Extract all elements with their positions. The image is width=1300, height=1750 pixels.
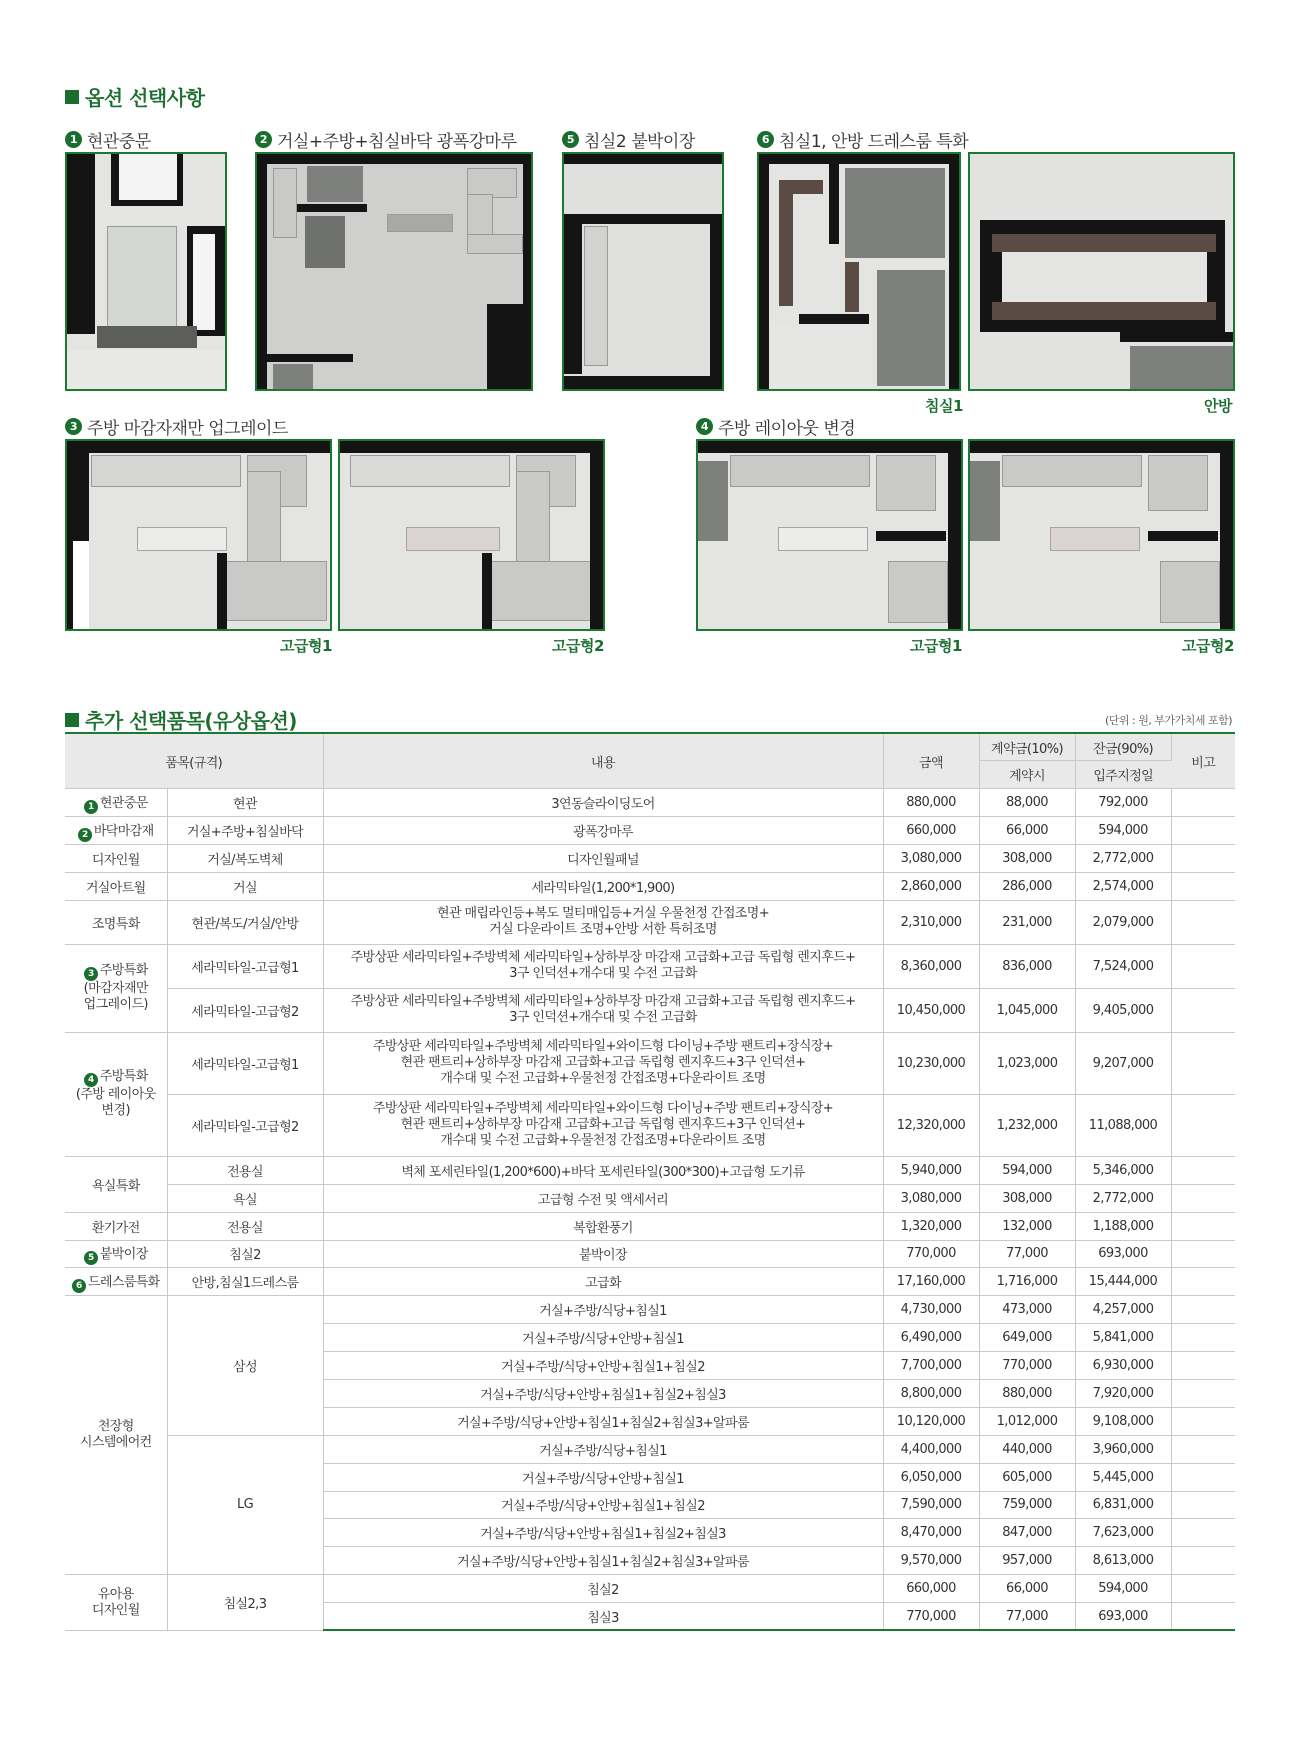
- label-kitchen3-grade1: 고급형1: [280, 637, 332, 655]
- content-cell: 고급형 수전 및 액세서리: [323, 1184, 883, 1212]
- section-title-paid-options: 추가 선택품목(유상옵션): [65, 705, 297, 734]
- balance-cell: 15,444,000: [1075, 1268, 1171, 1296]
- number-badge: 5: [84, 1251, 98, 1265]
- note-cell: [1171, 1240, 1235, 1268]
- spec-cell: 현관/복도/거실/안방: [167, 900, 323, 944]
- label-kitchen3-grade2: 고급형2: [552, 637, 604, 655]
- section-title-options: 옵션 선택사항: [65, 82, 204, 111]
- table-row: [65, 1212, 1235, 1240]
- amount-cell: 12,320,000: [883, 1094, 979, 1156]
- spec-cell: 거실+주방+침실바닥: [167, 817, 323, 845]
- header-note: 비고: [1171, 733, 1235, 789]
- content-cell: 거실+주방/식당+안방+침실1: [323, 1463, 883, 1491]
- label-kitchen4-grade2: 고급형2: [1182, 637, 1234, 655]
- content-cell: 거실+주방/식당+안방+침실1+침실2: [323, 1491, 883, 1519]
- balance-cell: 9,207,000: [1075, 1032, 1171, 1094]
- balance-cell: 792,000: [1075, 789, 1171, 817]
- balance-cell: 5,445,000: [1075, 1463, 1171, 1491]
- amount-cell: 7,590,000: [883, 1491, 979, 1519]
- table-row: [65, 1268, 1235, 1296]
- balance-cell: 693,000: [1075, 1603, 1171, 1631]
- options-table: [65, 732, 1235, 1631]
- deposit-cell: 440,000: [979, 1435, 1075, 1463]
- balance-cell: 693,000: [1075, 1240, 1171, 1268]
- note-cell: [1171, 988, 1235, 1032]
- amount-cell: 6,050,000: [883, 1463, 979, 1491]
- deposit-cell: 880,000: [979, 1379, 1075, 1407]
- note-cell: [1171, 1379, 1235, 1407]
- balance-cell: 9,405,000: [1075, 988, 1171, 1032]
- balance-cell: 594,000: [1075, 1575, 1171, 1603]
- deposit-cell: 836,000: [979, 944, 1075, 988]
- note-cell: [1171, 1407, 1235, 1435]
- content-cell: 주방상판 세라믹타일+주방벽체 세라믹타일+와이드형 다이닝+주방 팬트리+장식장+ 현관 팬트리+상하부장 마감재 고급화+고급 독립형 렌지후드+3구 인덕션+ 개수대 및 수전 고급화+우물천정 간접조명+다운라이트 조명: [323, 1032, 883, 1094]
- spec-cell: 세라믹타일-고급형2: [167, 1094, 323, 1156]
- content-cell: 거실+주방/식당+침실1: [323, 1296, 883, 1324]
- note-cell: [1171, 1094, 1235, 1156]
- deposit-cell: 66,000: [979, 817, 1075, 845]
- balance-cell: 2,079,000: [1075, 900, 1171, 944]
- deposit-cell: 308,000: [979, 1184, 1075, 1212]
- balance-cell: 9,108,000: [1075, 1407, 1171, 1435]
- header-deposit-sub: 계약시: [979, 761, 1075, 789]
- amount-cell: 1,320,000: [883, 1212, 979, 1240]
- square-icon: [65, 713, 79, 727]
- amount-cell: 660,000: [883, 1575, 979, 1603]
- square-icon: [65, 90, 79, 104]
- plan-floor: [255, 152, 533, 391]
- number-badge: 1: [65, 131, 82, 148]
- label-kitchen4-grade1: 고급형1: [910, 637, 962, 655]
- category-cell: 조명특화: [65, 900, 167, 944]
- amount-cell: 10,230,000: [883, 1032, 979, 1094]
- plan-dressroom-master: [968, 152, 1235, 391]
- amount-cell: 5,940,000: [883, 1156, 979, 1184]
- number-badge: 5: [562, 131, 579, 148]
- number-badge: 6: [757, 131, 774, 148]
- spec-cell: 삼성: [167, 1296, 323, 1435]
- number-badge: 4: [84, 1073, 98, 1087]
- balance-cell: 3,960,000: [1075, 1435, 1171, 1463]
- deposit-cell: 231,000: [979, 900, 1075, 944]
- spec-cell: LG: [167, 1435, 323, 1574]
- plan-entrance-door: [65, 152, 227, 391]
- note-cell: [1171, 1603, 1235, 1631]
- category-cell: 3 주방특화 (마감자재만 업그레이드): [65, 944, 167, 1032]
- deposit-cell: 1,012,000: [979, 1407, 1075, 1435]
- amount-cell: 2,860,000: [883, 872, 979, 900]
- balance-cell: 2,772,000: [1075, 845, 1171, 873]
- category-cell: 2 바닥마감재: [65, 817, 167, 845]
- category-cell: 천장형 시스템에어컨: [65, 1296, 167, 1575]
- amount-cell: 880,000: [883, 789, 979, 817]
- content-cell: 복합환풍기: [323, 1212, 883, 1240]
- content-cell: 거실+주방/식당+안방+침실1+침실2+침실3+알파룸: [323, 1547, 883, 1575]
- category-cell: 욕실특화: [65, 1156, 167, 1212]
- caption-kitchen-finish: 3 주방 마감자재만 업그레이드: [65, 414, 288, 439]
- note-cell: [1171, 1268, 1235, 1296]
- amount-cell: 4,400,000: [883, 1435, 979, 1463]
- header-content: 내용: [323, 733, 883, 789]
- content-cell: 거실+주방/식당+침실1: [323, 1435, 883, 1463]
- note-cell: [1171, 1324, 1235, 1352]
- number-badge: 3: [65, 418, 82, 435]
- deposit-cell: 88,000: [979, 789, 1075, 817]
- table-row: [65, 1575, 1235, 1603]
- amount-cell: 660,000: [883, 817, 979, 845]
- table-row: [65, 1184, 1235, 1212]
- table-row: [65, 900, 1235, 944]
- caption-entrance-door: 1 현관중문: [65, 127, 151, 152]
- deposit-cell: 308,000: [979, 845, 1075, 873]
- content-cell: 거실+주방/식당+안방+침실1+침실2+침실3+알파룸: [323, 1407, 883, 1435]
- balance-cell: 1,188,000: [1075, 1212, 1171, 1240]
- content-cell: 주방상판 세라믹타일+주방벽체 세라믹타일+상하부장 마감재 고급화+고급 독립형 렌지후드+ 3구 인덕션+개수대 및 수전 고급화: [323, 944, 883, 988]
- table-row: [65, 1156, 1235, 1184]
- deposit-cell: 66,000: [979, 1575, 1075, 1603]
- deposit-cell: 759,000: [979, 1491, 1075, 1519]
- spec-cell: 거실: [167, 872, 323, 900]
- balance-cell: 6,930,000: [1075, 1352, 1171, 1380]
- label-bedroom1: 침실1: [925, 397, 963, 415]
- note-cell: [1171, 1296, 1235, 1324]
- content-cell: 거실+주방/식당+안방+침실1+침실2+침실3: [323, 1379, 883, 1407]
- plan-kitchen-layout-1: [696, 439, 963, 631]
- number-badge: 4: [696, 418, 713, 435]
- deposit-cell: 594,000: [979, 1156, 1075, 1184]
- balance-cell: 7,623,000: [1075, 1519, 1171, 1547]
- content-cell: 붙박이장: [323, 1240, 883, 1268]
- spec-cell: 거실/복도벽체: [167, 845, 323, 873]
- note-cell: [1171, 1184, 1235, 1212]
- content-cell: 거실+주방/식당+안방+침실1+침실2+침실3: [323, 1519, 883, 1547]
- content-cell: 침실2: [323, 1575, 883, 1603]
- table-row: [65, 1435, 1235, 1463]
- caption-kitchen-layout: 4 주방 레이아웃 변경: [696, 414, 855, 439]
- amount-cell: 8,360,000: [883, 944, 979, 988]
- balance-cell: 4,257,000: [1075, 1296, 1171, 1324]
- table-row: [65, 1240, 1235, 1268]
- table-row: [65, 872, 1235, 900]
- unit-note: (단위 : 원, 부가가치세 포함): [1104, 714, 1232, 727]
- caption-dressroom: 6 침실1, 안방 드레스룸 특화: [757, 127, 968, 152]
- caption-wardrobe: 5 침실2 붙박이장: [562, 127, 695, 152]
- deposit-cell: 286,000: [979, 872, 1075, 900]
- table-row: [65, 1032, 1235, 1094]
- content-cell: 거실+주방/식당+안방+침실1: [323, 1324, 883, 1352]
- note-cell: [1171, 845, 1235, 873]
- table-row: [65, 944, 1235, 988]
- note-cell: [1171, 817, 1235, 845]
- content-cell: 디자인월패널: [323, 845, 883, 873]
- plan-dressroom-bedroom1: [757, 152, 961, 391]
- category-cell: 4 주방특화 (주방 레이아웃 변경): [65, 1032, 167, 1156]
- header-balance-sub: 입주지정일: [1075, 761, 1171, 789]
- plan-kitchen-layout-2: [968, 439, 1235, 631]
- note-cell: [1171, 1212, 1235, 1240]
- deposit-cell: 77,000: [979, 1603, 1075, 1631]
- content-cell: 3연동슬라이딩도어: [323, 789, 883, 817]
- note-cell: [1171, 1352, 1235, 1380]
- amount-cell: 6,490,000: [883, 1324, 979, 1352]
- number-badge: 3: [84, 967, 98, 981]
- category-cell: 환기가전: [65, 1212, 167, 1240]
- plan-wardrobe: [562, 152, 724, 391]
- amount-cell: 770,000: [883, 1240, 979, 1268]
- content-cell: 거실+주방/식당+안방+침실1+침실2: [323, 1352, 883, 1380]
- table-row: [65, 1296, 1235, 1324]
- category-cell: 유아용 디자인월: [65, 1575, 167, 1631]
- note-cell: [1171, 1032, 1235, 1094]
- header-deposit: 계약금(10%): [979, 733, 1075, 761]
- note-cell: [1171, 1435, 1235, 1463]
- content-cell: 벽체 포세린타일(1,200*600)+바닥 포세린타일(300*300)+고급형 도기류: [323, 1156, 883, 1184]
- spec-cell: 세라믹타일-고급형2: [167, 988, 323, 1032]
- amount-cell: 7,700,000: [883, 1352, 979, 1380]
- category-cell: 거실아트월: [65, 872, 167, 900]
- amount-cell: 3,080,000: [883, 1184, 979, 1212]
- balance-cell: 2,772,000: [1075, 1184, 1171, 1212]
- content-cell: 침실3: [323, 1603, 883, 1631]
- content-cell: 세라믹타일(1,200*1,900): [323, 872, 883, 900]
- content-cell: 현관 매립라인등+복도 멀티매입등+거실 우물천정 간접조명+ 거실 다운라이트 조명+안방 서한 특허조명: [323, 900, 883, 944]
- amount-cell: 8,800,000: [883, 1379, 979, 1407]
- amount-cell: 9,570,000: [883, 1547, 979, 1575]
- deposit-cell: 1,716,000: [979, 1268, 1075, 1296]
- amount-cell: 10,450,000: [883, 988, 979, 1032]
- deposit-cell: 847,000: [979, 1519, 1075, 1547]
- balance-cell: 5,346,000: [1075, 1156, 1171, 1184]
- note-cell: [1171, 1519, 1235, 1547]
- deposit-cell: 473,000: [979, 1296, 1075, 1324]
- table-row: [65, 1094, 1235, 1156]
- number-badge: 2: [255, 131, 272, 148]
- deposit-cell: 957,000: [979, 1547, 1075, 1575]
- note-cell: [1171, 1463, 1235, 1491]
- amount-cell: 3,080,000: [883, 845, 979, 873]
- amount-cell: 2,310,000: [883, 900, 979, 944]
- spec-cell: 전용실: [167, 1156, 323, 1184]
- content-cell: 주방상판 세라믹타일+주방벽체 세라믹타일+와이드형 다이닝+주방 팬트리+장식장+ 현관 팬트리+상하부장 마감재 고급화+고급 독립형 렌지후드+3구 인덕션+ 개수대 및 수전 고급화+우물천정 간접조명+다운라이트 조명: [323, 1094, 883, 1156]
- balance-cell: 11,088,000: [1075, 1094, 1171, 1156]
- spec-cell: 욕실: [167, 1184, 323, 1212]
- amount-cell: 770,000: [883, 1603, 979, 1631]
- table-row: [65, 789, 1235, 817]
- plan-kitchen-finish-2: [338, 439, 605, 631]
- amount-cell: 4,730,000: [883, 1296, 979, 1324]
- deposit-cell: 770,000: [979, 1352, 1075, 1380]
- balance-cell: 6,831,000: [1075, 1491, 1171, 1519]
- note-cell: [1171, 872, 1235, 900]
- number-badge: 6: [72, 1279, 86, 1293]
- deposit-cell: 1,045,000: [979, 988, 1075, 1032]
- spec-cell: 침실2: [167, 1240, 323, 1268]
- spec-cell: 세라믹타일-고급형1: [167, 944, 323, 988]
- note-cell: [1171, 944, 1235, 988]
- balance-cell: 594,000: [1075, 817, 1171, 845]
- spec-cell: 전용실: [167, 1212, 323, 1240]
- balance-cell: 7,524,000: [1075, 944, 1171, 988]
- note-cell: [1171, 789, 1235, 817]
- header-item: 품목(규격): [65, 733, 323, 789]
- note-cell: [1171, 1491, 1235, 1519]
- category-cell: 디자인월: [65, 845, 167, 873]
- spec-cell: 세라믹타일-고급형1: [167, 1032, 323, 1094]
- balance-cell: 8,613,000: [1075, 1547, 1171, 1575]
- amount-cell: 8,470,000: [883, 1519, 979, 1547]
- spec-cell: 침실2,3: [167, 1575, 323, 1631]
- deposit-cell: 1,023,000: [979, 1032, 1075, 1094]
- content-cell: 고급화: [323, 1268, 883, 1296]
- number-badge: 1: [84, 800, 98, 814]
- table-row: [65, 845, 1235, 873]
- balance-cell: 5,841,000: [1075, 1324, 1171, 1352]
- content-cell: 주방상판 세라믹타일+주방벽체 세라믹타일+상하부장 마감재 고급화+고급 독립형 렌지후드+ 3구 인덕션+개수대 및 수전 고급화: [323, 988, 883, 1032]
- spec-cell: 현관: [167, 789, 323, 817]
- deposit-cell: 605,000: [979, 1463, 1075, 1491]
- header-balance: 잔금(90%): [1075, 733, 1171, 761]
- number-badge: 2: [78, 828, 92, 842]
- category-cell: 6 드레스룸특화: [65, 1268, 167, 1296]
- table-row: [65, 817, 1235, 845]
- note-cell: [1171, 1575, 1235, 1603]
- category-cell: 1 현관중문: [65, 789, 167, 817]
- category-cell: 5 붙박이장: [65, 1240, 167, 1268]
- spec-cell: 안방,침실1드레스룸: [167, 1268, 323, 1296]
- deposit-cell: 649,000: [979, 1324, 1075, 1352]
- balance-cell: 2,574,000: [1075, 872, 1171, 900]
- plan-kitchen-finish-1: [65, 439, 332, 631]
- deposit-cell: 77,000: [979, 1240, 1075, 1268]
- table-row: [65, 988, 1235, 1032]
- caption-floor: 2 거실+주방+침실바닥 광폭강마루: [255, 127, 516, 152]
- note-cell: [1171, 1547, 1235, 1575]
- header-amount: 금액: [883, 733, 979, 789]
- note-cell: [1171, 1156, 1235, 1184]
- amount-cell: 10,120,000: [883, 1407, 979, 1435]
- deposit-cell: 132,000: [979, 1212, 1075, 1240]
- amount-cell: 17,160,000: [883, 1268, 979, 1296]
- content-cell: 광폭강마루: [323, 817, 883, 845]
- balance-cell: 7,920,000: [1075, 1379, 1171, 1407]
- note-cell: [1171, 900, 1235, 944]
- deposit-cell: 1,232,000: [979, 1094, 1075, 1156]
- label-master: 안방: [1204, 397, 1232, 415]
